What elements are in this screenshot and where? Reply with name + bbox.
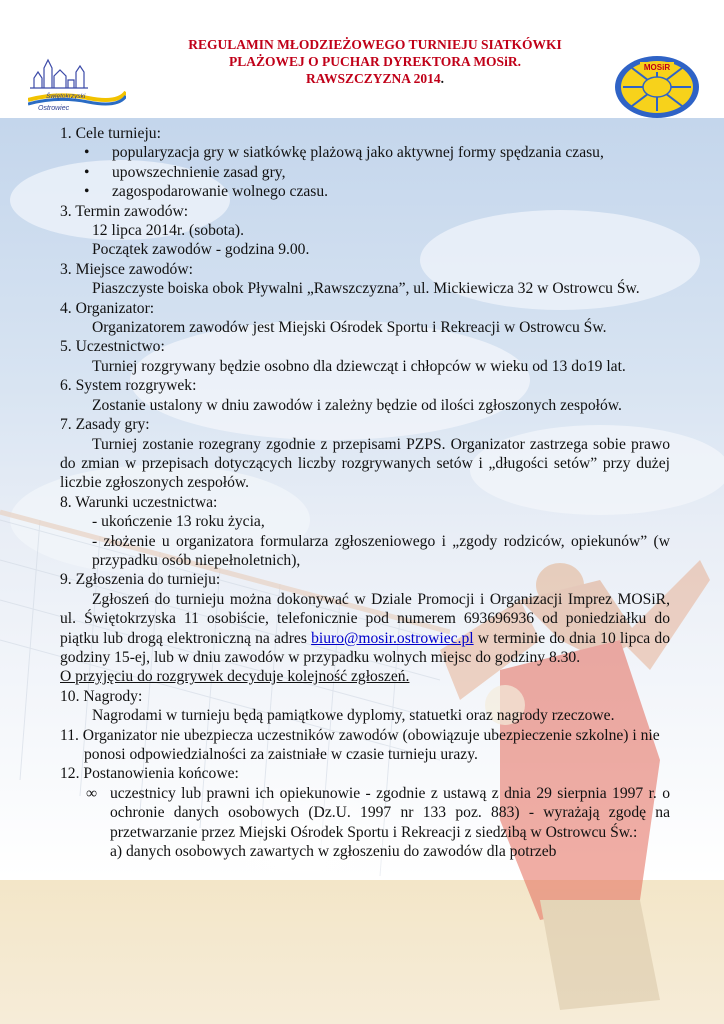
section-8-item-1: - ukończenie 13 roku życia,: [92, 513, 265, 531]
mosir-logo-text: MOSiR: [643, 63, 671, 72]
city-logo: [28, 58, 126, 114]
section-11-text: 11. Organizator nie ubezpiecza uczestników zawodów (obowiązuje ubezpieczenie szkolne) i nie ponosi odpowiedzialności za zaistniałe w czasie turnieju urazy.: [60, 726, 660, 763]
section-4-heading: 4. Organizator:: [60, 299, 155, 317]
section-12-heading: 12. Postanowienia końcowe:: [60, 765, 239, 783]
list-item: ∞ uczestnicy lub prawni ich opiekunowie - zgodnie z ustawą z dnia 29 sierpnia 1997 r. o ochronie danych osobowych (Dz.U. 1997 nr 133 poz. 883) - wyrażają zgodę na przetwarzanie przez Miejski Ośrodek Sportu i Rekreacji z siedzibą w Ostrowcu Św.:: [86, 784, 670, 841]
section-8-heading: 8. Warunki uczestnictwa:: [60, 493, 218, 511]
section-3-text: Piaszczyste boiska obok Pływalni „Rawszczyzna”, ul. Mickiewicza 32 w Ostrowcu Św.: [92, 280, 640, 298]
regulations-body: [60, 124, 670, 861]
section-9-text: Zgłoszeń do turnieju można dokonywać w Dziale Promocji i Organizacji Imprez MOSiR, ul. Świętokrzyska 11 osobiście, telefonicznie pod numerem 693696936 od poniedziałku do piątku lub drogą elektroniczną na adres biuro@mosir.ostrowiec.pl w terminie do dnia 10 lipca do godziny 15-ej, lub w dniu zawodów w przypadku wolnych miejsc do godziny 8.30.: [60, 590, 670, 666]
section-4-text: Organizatorem zawodów jest Miejski Ośrodek Sportu i Rekreacji w Ostrowcu Św.: [92, 319, 607, 337]
city-skyline-icon: [28, 58, 126, 114]
title-line-3: RAWSZCZYZNA 2014.: [305, 71, 445, 86]
mosir-logo: [612, 54, 702, 120]
section-8-item-2: - złożenie u organizatora formularza zgłoszeniowego i „zgody rodziców, opiekunów” (w przypadku osób niepełnoletnich),: [92, 532, 670, 569]
section-6-text: Zostanie ustalony w dniu zawodów i zależny będzie od ilości zgłoszonych zespołów.: [92, 396, 622, 414]
email-link[interactable]: biuro@mosir.ostrowiec.pl: [311, 629, 474, 647]
section-5-text: Turniej rozgrywany będzie osobno dla dziewcząt i chłopców w wieku od 13 do19 lat.: [92, 357, 626, 375]
city-logo-line2: Świętokrzyski: [46, 93, 86, 100]
section-1-heading: 1. Cele turnieju:: [60, 125, 161, 142]
section-2-start: Początek zawodów - godzina 9.00.: [92, 241, 310, 259]
section-3-heading: 3. Miejsce zawodów:: [60, 260, 193, 278]
title-line-2: PLAŻOWEJ O PUCHAR DYREKTORA MOSiR.: [229, 54, 521, 69]
city-logo-line1: Ostrowiec: [38, 105, 70, 112]
section-6-heading: 6. System rozgrywek:: [60, 377, 197, 395]
section-2-date: 12 lipca 2014r. (sobota).: [92, 222, 245, 240]
section-9-note: O przyjęciu do rozgrywek decyduje kolejność zgłoszeń.: [60, 668, 410, 686]
section-9-heading: 9. Zgłoszenia do turnieju:: [60, 571, 221, 589]
infinity-icon: ∞: [86, 784, 98, 802]
section-10-text: Nagrodami w turnieju będą pamiątkowe dyplomy, statuetki oraz nagrody rzeczowe.: [92, 707, 615, 725]
section-7-heading: 7. Zasady gry:: [60, 416, 150, 434]
list-item: • popularyzacja gry w siatkówkę plażową jako aktywnej formy spędzania czasu,: [84, 144, 604, 162]
title-line-1: REGULAMIN MŁODZIEŻOWEGO TURNIEJU SIATKÓWKI: [188, 37, 562, 52]
list-item: • zagospodarowanie wolnego czasu.: [84, 183, 329, 201]
section-10-heading: 10. Nagrody:: [60, 687, 143, 705]
section-2-heading: 3. Termin zawodów:: [60, 202, 189, 220]
mosir-sun-icon: [612, 54, 702, 120]
section-5-heading: 5. Uczestnictwo:: [60, 338, 165, 356]
section-12-subitem: a) danych osobowych zawartych w zgłoszeniu do zawodów dla potrzeb: [110, 843, 557, 861]
document-title: [140, 36, 610, 87]
section-7-text: Turniej zostanie rozegrany zgodnie z przepisami PZPS. Organizator zastrzega sobie prawo do zmian w przepisach dotyczących liczby rozgrywanych setów i „długości setów” przy dużej liczbie zgłoszonych zespołów.: [60, 435, 670, 492]
list-item: • upowszechnienie zasad gry,: [84, 163, 286, 181]
